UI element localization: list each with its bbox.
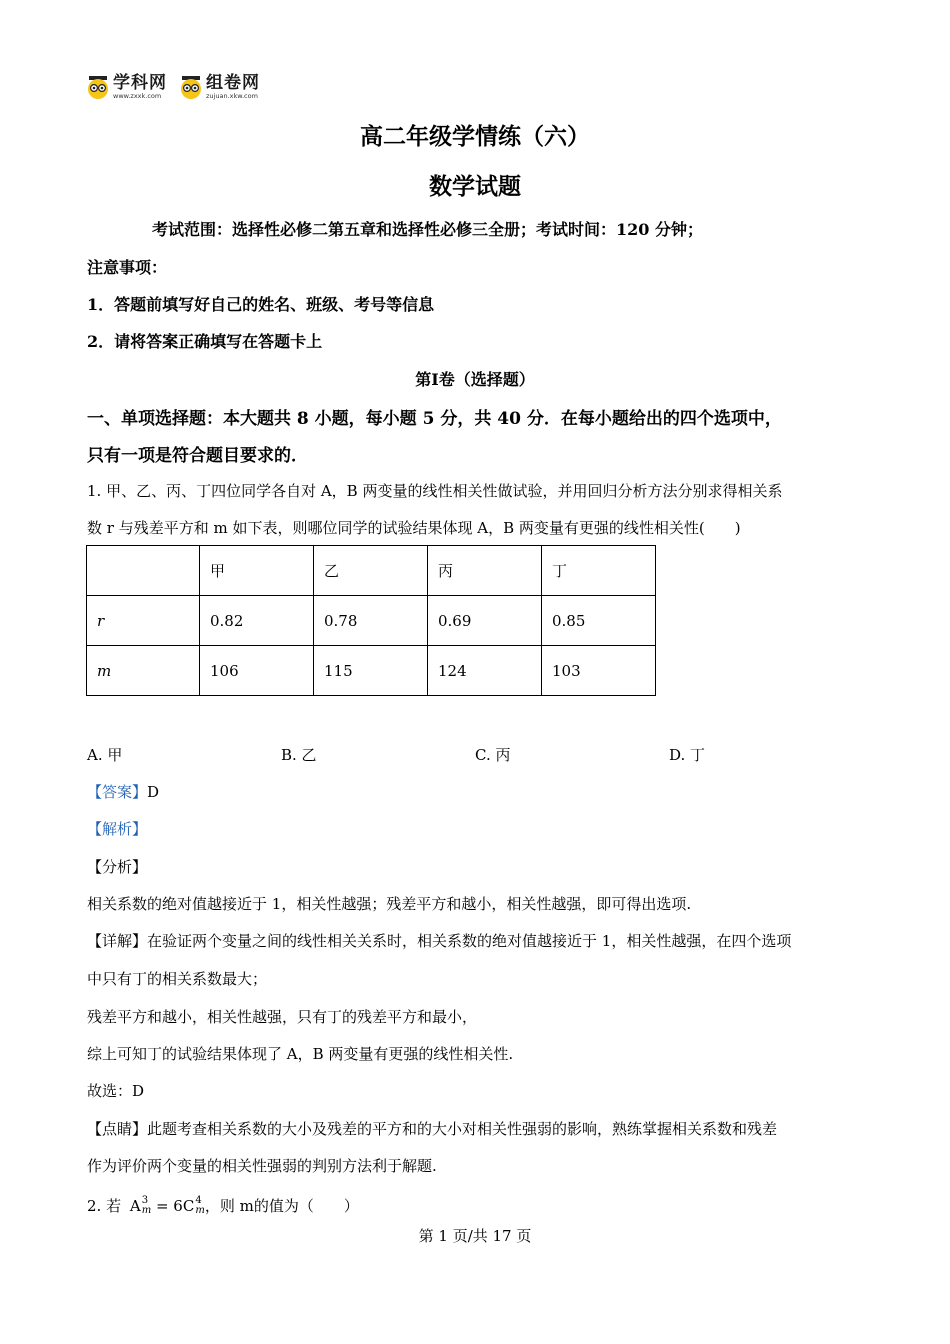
table-header-row <box>87 546 656 596</box>
question-2 <box>87 1195 359 1216</box>
page-title: 高二年级学情练（六） <box>360 123 590 150</box>
notice-heading: 注意事项： <box>87 258 168 277</box>
option-d: D. 丁 <box>669 746 706 764</box>
header-logos <box>86 70 272 104</box>
formula-a <box>130 1196 151 1216</box>
answer-tag: 【答案】 <box>87 783 148 801</box>
table-cell: 0.85 <box>542 596 656 646</box>
table-cell: 甲 <box>200 546 314 596</box>
table-cell: 124 <box>428 646 542 696</box>
dianjing-line1 <box>87 1118 777 1139</box>
page-footer: 第 1 页/共 17 页 <box>418 1227 532 1245</box>
data-table <box>86 545 656 696</box>
xiangjie-tag: 【详解】 <box>87 932 148 950</box>
formula-a-sub: m <box>141 1205 152 1216</box>
table-cell: 0.69 <box>428 596 542 646</box>
notice-item-2: 2．请将答案正确填写在答题卡上 <box>87 332 323 351</box>
section-heading-line1: 一、单项选择题：本大题共 8 小题，每小题 5 分，共 40 分．在每小题给出的四个选项中， <box>87 409 782 429</box>
logo-name: 学科网 <box>113 73 167 93</box>
table-row <box>87 646 656 696</box>
xiangjie-text: 在验证两个变量之间的线性相关关系时，相关系数的绝对值越接近于 1，相关性越强，在四个选项 <box>147 932 792 950</box>
logo-xuekewang <box>86 74 167 100</box>
logo-url: www.zxxk.com <box>113 92 162 100</box>
analysis-tag: 【解析】 <box>87 820 148 838</box>
table-cell: 0.78 <box>314 596 428 646</box>
xiangjie-line2: 中只有丁的相关系数最大； <box>87 970 268 988</box>
formula-c-symbol: C <box>182 1197 195 1215</box>
table-cell: 0.82 <box>200 596 314 646</box>
formula-c-sub: m <box>195 1205 205 1216</box>
table-cell: 丙 <box>428 546 542 596</box>
q2-prefix: 2. 若 <box>87 1197 122 1215</box>
dianjing-text: 此题考查相关系数的大小及残差的平方和的大小对相关性强弱的影响，熟练掌握相关系数和残差 <box>147 1120 778 1138</box>
option-a: A. 甲 <box>87 746 123 764</box>
xiangjie-line1 <box>87 930 791 951</box>
volume-heading: 第Ⅰ卷（选择题） <box>415 370 535 389</box>
formula-eq: = 6 <box>151 1197 183 1215</box>
answer-value: D <box>147 783 160 801</box>
table-cell: m <box>87 646 200 696</box>
fenxi-text: 相关系数的绝对值越接近于 1，相关性越强；残差平方和越小，相关性越强，即可得出选项. <box>87 895 692 913</box>
formula-a-sup: 3 <box>141 1195 149 1206</box>
fenxi-tag: 【分析】 <box>87 858 148 876</box>
table-cell: 丁 <box>542 546 656 596</box>
q2-suffix: ，则 m的值为（ ） <box>204 1197 359 1215</box>
table-cell: 115 <box>314 646 428 696</box>
section-heading-line2: 只有一项是符合题目要求的． <box>87 446 308 466</box>
dianjing-line2: 作为评价两个变量的相关性强弱的判别方法利于解题. <box>87 1157 437 1175</box>
option-b: B. 乙 <box>281 746 317 764</box>
page-subtitle: 数学试题 <box>429 173 521 200</box>
answer-line <box>87 781 159 802</box>
table-cell: 103 <box>542 646 656 696</box>
explain-line-c: 故选：D <box>87 1082 145 1100</box>
table-row <box>87 596 656 646</box>
formula-a-symbol: A <box>129 1197 141 1215</box>
formula-c <box>183 1196 205 1216</box>
dianjing-tag: 【点睛】 <box>87 1120 148 1138</box>
explain-line-b: 综上可知丁的试验结果体现了 A，B 两变量有更强的线性相关性. <box>87 1045 514 1063</box>
exam-scope: 考试范围：选择性必修二第五章和选择性必修三全册；考试时间：120 分钟； <box>152 220 703 239</box>
owl-face-icon <box>86 75 110 99</box>
table-cell: 106 <box>200 646 314 696</box>
owl-face-icon <box>179 75 203 99</box>
logo-zujuanwang <box>179 74 260 100</box>
question-1-line1: 1. 甲、乙、丙、丁四位同学各自对 A，B 两变量的线性相关性做试验，并用回归分析方法分别求得相关系 <box>87 482 783 500</box>
option-c: C. 丙 <box>475 746 511 764</box>
explain-line-a: 残差平方和越小，相关性越强，只有丁的残差平方和最小， <box>87 1008 478 1026</box>
notice-item-1: 1．答题前填写好自己的姓名、班级、考号等信息 <box>87 295 435 314</box>
table-cell: 乙 <box>314 546 428 596</box>
formula-c-sup: 4 <box>195 1195 202 1206</box>
logo-url: zujuan.xkw.com <box>206 92 258 100</box>
logo-name: 组卷网 <box>206 73 260 93</box>
table-cell: r <box>87 596 200 646</box>
question-1-line2: 数 r 与残差平方和 m 如下表，则哪位同学的试验结果体现 A，B 两变量有更强的线性相关性( ) <box>87 519 741 537</box>
table-cell <box>87 546 200 596</box>
